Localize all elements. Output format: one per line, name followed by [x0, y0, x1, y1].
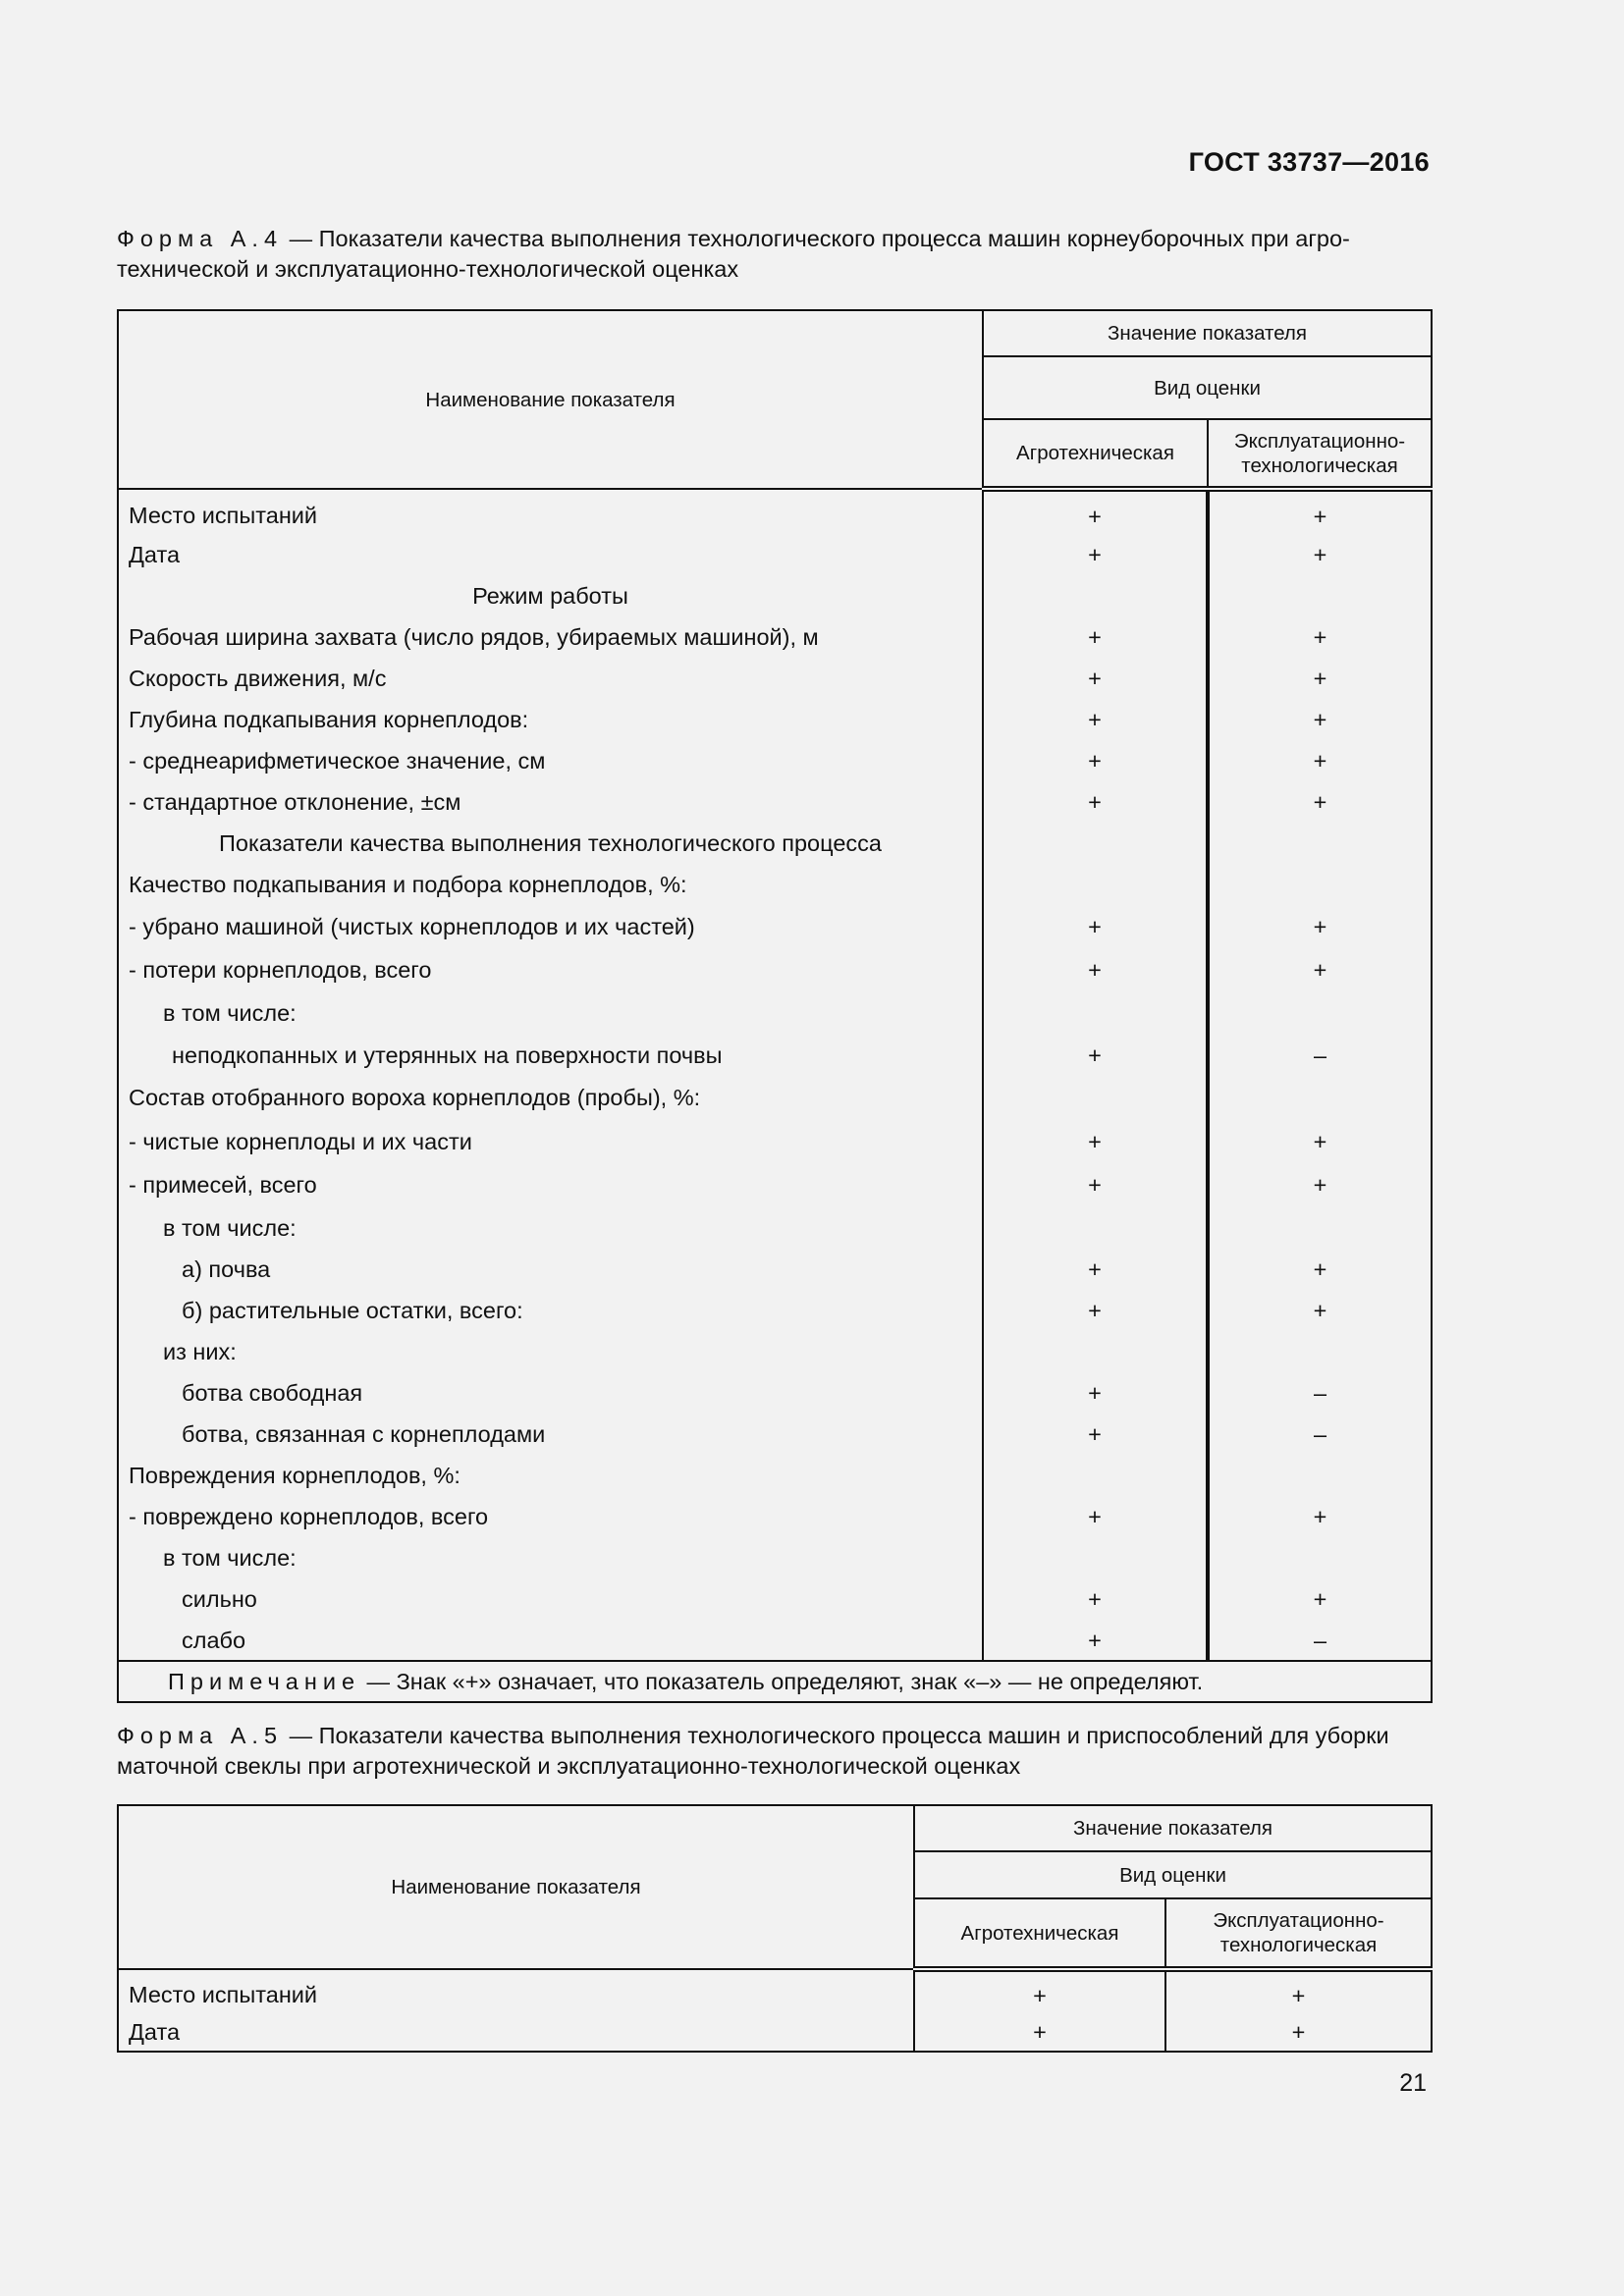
agro-value: + — [983, 948, 1208, 991]
section-heading: Режим работы — [118, 575, 983, 616]
agro-value: + — [983, 699, 1208, 740]
section-heading: Показатели качества выполнения технологического процесса — [118, 823, 983, 864]
agro-value: + — [983, 905, 1208, 948]
agro-value: + — [983, 1249, 1208, 1290]
row-label: - повреждено корнеплодов, всего — [118, 1496, 983, 1537]
column-header-value: Значение показателя — [914, 1805, 1432, 1851]
agro-value: + — [983, 658, 1208, 699]
row-label: - среднеарифметическое значение, см — [118, 740, 983, 781]
agro-value: + — [983, 781, 1208, 823]
table-note — [118, 1661, 1432, 1702]
row-label: б) растительные остатки, всего: — [118, 1290, 983, 1331]
column-header-name: Наименование показателя — [118, 1805, 914, 1969]
expl-value: + — [1208, 658, 1432, 699]
expl-value — [1208, 575, 1432, 616]
expl-value: – — [1208, 1620, 1432, 1661]
agro-value: + — [914, 1969, 1165, 2012]
row-label: сильно — [118, 1578, 983, 1620]
agro-value — [983, 1537, 1208, 1578]
expl-value: + — [1165, 2012, 1432, 2052]
agro-value: + — [983, 1119, 1208, 1163]
form-a5-caption-text: — Показатели качества выполнения технологического процесса машин и приспособлений для уборки маточной свеклы при агротехнической и эксплуатационно-технологической оценках — [117, 1723, 1389, 1779]
expl-value: – — [1208, 1034, 1432, 1076]
row-label: неподкопанных и утерянных на поверхности почвы — [118, 1034, 983, 1076]
row-label: слабо — [118, 1620, 983, 1661]
agro-value — [983, 1076, 1208, 1119]
expl-value — [1208, 1206, 1432, 1249]
expl-value: + — [1208, 781, 1432, 823]
agro-value — [983, 575, 1208, 616]
agro-value: + — [983, 534, 1208, 575]
column-header-expl: Эксплуатационно-технологическая — [1165, 1898, 1432, 1969]
form-a4-caption-lead: Форма А.4 — [117, 226, 284, 251]
column-header-expl: Эксплуатационно-технологическая — [1208, 419, 1432, 489]
agro-value: + — [983, 1290, 1208, 1331]
agro-value — [983, 823, 1208, 864]
agro-value: + — [983, 1372, 1208, 1414]
expl-value: + — [1208, 1578, 1432, 1620]
row-label: из них: — [118, 1331, 983, 1372]
expl-value — [1208, 1455, 1432, 1496]
agro-value: + — [983, 1578, 1208, 1620]
row-label: Качество подкапывания и подбора корнеплодов, %: — [118, 864, 983, 905]
row-label: Скорость движения, м/с — [118, 658, 983, 699]
page-number: 21 — [1399, 2069, 1427, 2097]
row-label: а) почва — [118, 1249, 983, 1290]
expl-value: + — [1208, 740, 1432, 781]
row-label: - чистые корнеплоды и их части — [118, 1119, 983, 1163]
expl-value: + — [1208, 1163, 1432, 1206]
row-label: ботва свободная — [118, 1372, 983, 1414]
agro-value — [983, 991, 1208, 1034]
column-header-agro: Агротехническая — [983, 419, 1208, 489]
expl-value: + — [1208, 534, 1432, 575]
expl-value: + — [1208, 616, 1432, 658]
column-header-agro: Агротехническая — [914, 1898, 1165, 1969]
agro-value — [983, 864, 1208, 905]
expl-value: + — [1208, 1496, 1432, 1537]
note-lead: Примечание — [168, 1669, 361, 1694]
column-header-value: Значение показателя — [983, 310, 1432, 356]
expl-value: + — [1208, 699, 1432, 740]
agro-value: + — [983, 616, 1208, 658]
expl-value: + — [1208, 1290, 1432, 1331]
row-label: - примесей, всего — [118, 1163, 983, 1206]
form-a4-table — [117, 309, 1433, 1703]
row-label: - стандартное отклонение, ±см — [118, 781, 983, 823]
expl-value — [1208, 1076, 1432, 1119]
agro-value: + — [983, 740, 1208, 781]
column-header-kind: Вид оценки — [914, 1851, 1432, 1898]
expl-value — [1208, 991, 1432, 1034]
row-label: ботва, связанная с корнеплодами — [118, 1414, 983, 1455]
agro-value: + — [983, 1034, 1208, 1076]
form-a4-caption — [117, 224, 1431, 285]
row-label: Повреждения корнеплодов, %: — [118, 1455, 983, 1496]
note-text: — Знак «+» означает, что показатель определяют, знак «–» — не определяют. — [360, 1669, 1204, 1694]
agro-value — [983, 1455, 1208, 1496]
row-label: в том числе: — [118, 991, 983, 1034]
agro-value — [983, 1331, 1208, 1372]
agro-value: + — [983, 489, 1208, 534]
row-label: Место испытаний — [118, 1969, 914, 2012]
row-label: Рабочая ширина захвата (число рядов, убираемых машиной), м — [118, 616, 983, 658]
form-a5-caption-lead: Форма А.5 — [117, 1723, 284, 1748]
column-header-name: Наименование показателя — [118, 310, 983, 489]
column-header-kind: Вид оценки — [983, 356, 1432, 419]
agro-value: + — [983, 1620, 1208, 1661]
row-label: Состав отобранного вороха корнеплодов (пробы), %: — [118, 1076, 983, 1119]
expl-value: – — [1208, 1372, 1432, 1414]
agro-value: + — [914, 2012, 1165, 2052]
row-label: Дата — [118, 2012, 914, 2052]
expl-value — [1208, 1331, 1432, 1372]
row-label: Дата — [118, 534, 983, 575]
agro-value: + — [983, 1496, 1208, 1537]
form-a4-caption-text: — Показатели качества выполнения технологического процесса машин корнеуборочных при агро-технической и эксплуатационно-технологической оценках — [117, 226, 1350, 282]
agro-value: + — [983, 1414, 1208, 1455]
form-a5-table — [117, 1804, 1433, 2053]
expl-value: + — [1208, 489, 1432, 534]
agro-value: + — [983, 1163, 1208, 1206]
expl-value: + — [1208, 1119, 1432, 1163]
expl-value: – — [1208, 1414, 1432, 1455]
agro-value — [983, 1206, 1208, 1249]
row-label: - потери корнеплодов, всего — [118, 948, 983, 991]
expl-value: + — [1208, 905, 1432, 948]
expl-value: + — [1165, 1969, 1432, 2012]
expl-value — [1208, 823, 1432, 864]
row-label: - убрано машиной (чистых корнеплодов и их частей) — [118, 905, 983, 948]
row-label: в том числе: — [118, 1206, 983, 1249]
row-label: Место испытаний — [118, 489, 983, 534]
expl-value — [1208, 1537, 1432, 1578]
row-label: в том числе: — [118, 1537, 983, 1578]
form-a5-caption — [117, 1721, 1431, 1782]
row-label: Глубина подкапывания корнеплодов: — [118, 699, 983, 740]
expl-value: + — [1208, 1249, 1432, 1290]
expl-value — [1208, 864, 1432, 905]
expl-value: + — [1208, 948, 1432, 991]
standard-designation: ГОСТ 33737—2016 — [1188, 147, 1430, 177]
